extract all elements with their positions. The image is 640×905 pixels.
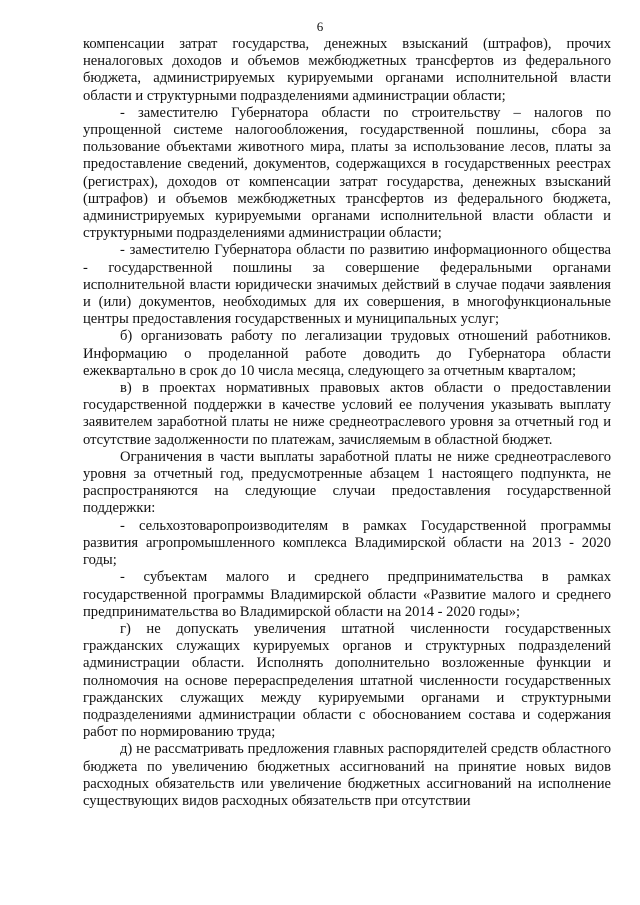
page-number: 6: [316, 19, 324, 34]
paragraph-deputy-information-society: - заместителю Губернатора области по развитию информационного общества - государственной пошлины за совершение федеральными органами исполнительной власти юридически значимых действий в случае подачи заявления и (или) документов, необходимых для их совершения, в многофункциональные центры предоставления государственных и муниципальных услуг;: [83, 242, 611, 328]
paragraph-restrictions: Ограничения в части выплаты заработной платы не ниже среднеотраслевого уровня за отчетный год, предусмотренные абзацем 1 настоящего подпункта, не распространяются на следующие случаи предоставления государственной поддержки:: [83, 448, 611, 517]
paragraph-agricultural-producers: - сельхозтоваропроизводителям в рамках Государственной программы развития агропромышленного комплекса Владимирской области на 2013 - 2020 годы;: [83, 517, 611, 569]
paragraph-item-v: в) в проектах нормативных правовых актов области о предоставлении государственной поддержки в качестве условий ее получения указывать выплату заявителем заработной платы не ниже среднеотраслевого уровня за отчетный год и отсутствие задолженности по платежам, зачисляемым в областной бюджет.: [83, 380, 611, 448]
paragraph-compensation-continuation: компенсации затрат государства, денежных взысканий (штрафов), прочих неналоговых доходов и объемов межбюджетных трансфертов из федерального бюджета, администрируемых курируемыми органами исполнительной власти области и структурными подразделениями администрации области;: [83, 36, 611, 104]
document-body: [83, 36, 611, 810]
paragraph-item-b: б) организовать работу по легализации трудовых отношений работников. Информацию о проделанной работе доводить до Губернатора области ежеквартально в срок до 10 числа месяца, следующего за отчетным кварталом;: [83, 328, 611, 379]
paragraph-item-d: д) не рассматривать предложения главных распорядителей средств областного бюджета по увеличению бюджетных ассигнований на принятие новых видов расходных обязательств или увеличение бюджетных ассигнований на исполнение существующих видов расходных обязательств при отсутствии: [83, 741, 611, 809]
paragraph-small-medium-business: - субъектам малого и среднего предпринимательства в рамках государственной программы Владимирской области «Развитие малого и среднего предпринимательства во Владимирской области на 2014 - 2020 годы»;: [83, 569, 611, 620]
paragraph-item-g: г) не допускать увеличения штатной численности государственных гражданских служащих курируемых органов и структурных подразделений администрации области. Исполнять дополнительно возложенные функции и полномочия на основе перераспределения штатной численности государственных гражданских служащих между курируемыми органами и структурными подразделениями администрации области с обоснованием состава и содержания работ по нормированию труда;: [83, 620, 611, 741]
paragraph-deputy-construction: - заместителю Губернатора области по строительству – налогов по упрощенной системе налогообложения, государственной пошлины, сбора за пользование объектами животного мира, платы за использование лесов, платы за предоставление сведений, документов, содержащихся в государственных реестрах (регистрах), доходов от компенсации затрат государства, денежных взысканий (штрафов) и объемов межбюджетных трансфертов из федерального бюджета, администрируемых курируемыми органами исполнительной власти области и структурными подразделениями администрации области;: [83, 104, 611, 242]
